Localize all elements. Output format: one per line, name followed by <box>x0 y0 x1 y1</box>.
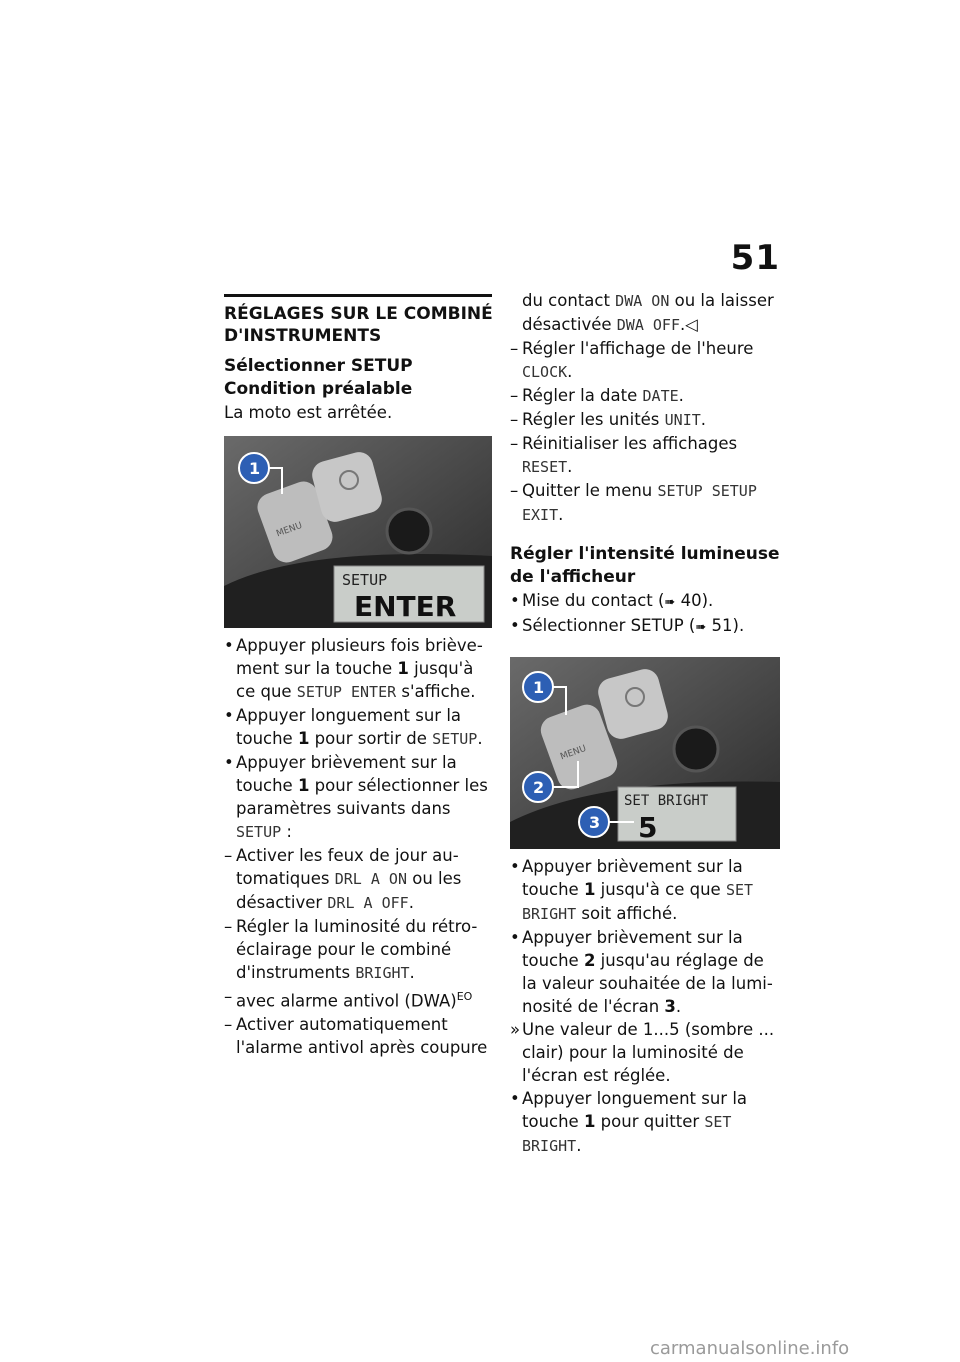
list-item: • Sélectionner SETUP (➠ 51). <box>510 616 745 635</box>
left-column <box>224 294 494 1059</box>
optional-equipment-mark: EO <box>456 990 473 1003</box>
display-set-bright-text: SET BRIGHT <box>624 793 709 809</box>
list-item: – Activer les feux de jour automatiques DRL A ON ou les désactiver DRL A OFF. <box>224 846 462 912</box>
menu-button-label: MENU <box>559 743 588 763</box>
list-item: • Appuyer longuement sur la touche 1 pour sortir de SETUP. <box>224 706 483 748</box>
prep-list <box>510 589 782 639</box>
right-column <box>510 289 782 1158</box>
display-setup-text: SETUP <box>342 571 388 589</box>
list-item: – Régler l'affichage de l'heure CLOCK. <box>510 339 754 381</box>
list-item: – Régler la date DATE. <box>510 386 684 405</box>
display-value-text: 5 <box>638 811 658 844</box>
list-item: • Appuyer brièvement sur la touche 1 pour sélectionner les paramètres suivants dans SETUP : <box>224 753 488 841</box>
list-item: – Activer automatiquement l'alarme antivol après coupure <box>224 1014 488 1057</box>
setup-enter-illustration <box>224 436 492 628</box>
subtitle-brightness: Régler l'intensité lumineuse de l'afficheur <box>510 544 780 587</box>
condition-text: La moto est arrêtée. <box>224 403 393 422</box>
page-reference-arrow-icon: ➠ <box>695 620 707 635</box>
setup-options-list <box>510 337 782 527</box>
page-number: 51 <box>730 238 780 278</box>
callout-2-label: 2 <box>533 778 545 797</box>
callout-3-label: 3 <box>589 813 601 832</box>
page-reference-arrow-icon: ➠ <box>664 595 676 610</box>
list-item-result: » Une valeur de 1...5 (sombre ... clair) pour la luminosité de l'écran est réglée. <box>510 1020 775 1085</box>
list-item: • Appuyer brièvement sur la touche 2 jusqu'au réglage de la valeur souhaitée de la luminosité de l'écran 3. <box>510 928 773 1016</box>
menu-button-label: MENU <box>275 520 304 540</box>
display-enter-text: ENTER <box>354 590 457 623</box>
section-title: RÉGLAGES SUR LE COMBINÉ D'INSTRUMENTS <box>224 304 493 346</box>
condition-title: Condition préalable <box>224 379 413 399</box>
set-bright-illustration <box>510 657 780 849</box>
section-rule <box>224 294 492 297</box>
list-item: • Appuyer longuement sur la touche 1 pour quitter SET BRIGHT. <box>510 1089 748 1155</box>
watermark: carmanualsonline.info <box>650 1338 850 1359</box>
list-item: – Régler les unités UNIT. <box>510 410 707 429</box>
end-of-section-mark: .◁ <box>680 315 698 334</box>
list-item: • Appuyer plusieurs fois brièvement sur la touche 1 jusqu'à ce que SETUP ENTER s'affiche. <box>224 636 483 701</box>
list-item: • Mise du contact (➠ 40). <box>510 591 714 610</box>
callout-1-label: 1 <box>249 459 261 478</box>
list-item: – Quitter le menu SETUP SETUP EXIT. <box>510 481 757 524</box>
list-item: – Régler la luminosité du rétro-éclairage pour le combiné d'instruments BRIGHT. <box>224 917 478 982</box>
brightness-steps <box>510 855 782 1158</box>
figure-set-bright <box>510 657 780 849</box>
list-item: – Réinitialiser les affichages RESET. <box>510 434 738 476</box>
list-item: • Appuyer brièvement sur la touche 1 jusqu'à ce que SET BRIGHT soit affiché. <box>510 857 754 923</box>
figure-setup-enter <box>224 436 492 628</box>
list-item-continuation: du contact DWA ON ou la laisser désactivée DWA OFF.◁ <box>522 291 774 334</box>
subtitle-select-setup: Sélectionner SETUP <box>224 356 413 376</box>
left-instructions <box>224 634 494 1059</box>
callout-1-label: 1 <box>533 678 545 697</box>
list-item: – avec alarme antivol (DWA)$^{EO}$ <box>224 987 473 1011</box>
